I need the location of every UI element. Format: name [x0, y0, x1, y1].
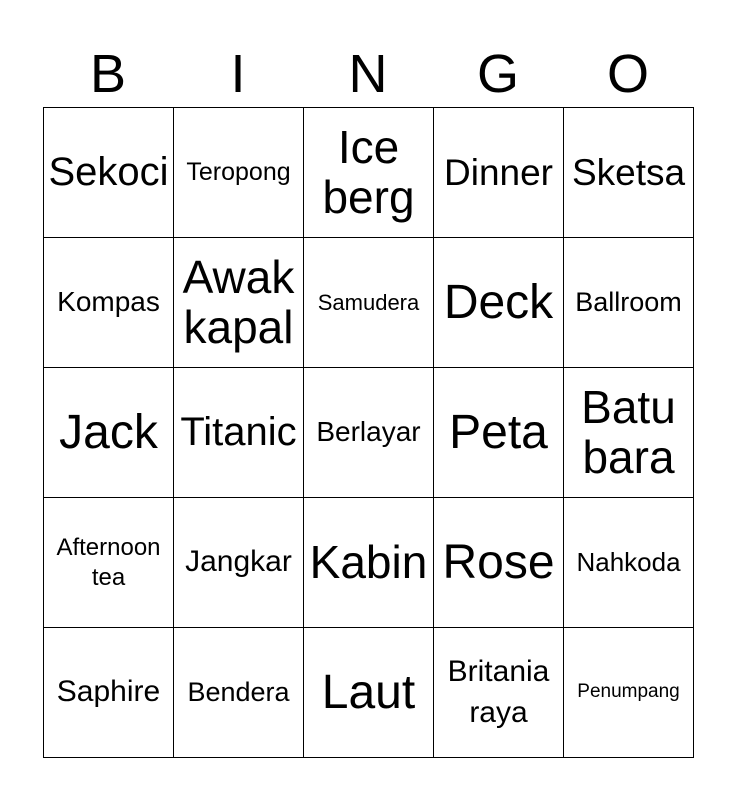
cell-text: Batu bara	[581, 380, 676, 483]
cell-text: Dinner	[444, 151, 553, 193]
bingo-cell	[44, 628, 174, 758]
cell-text: Afternoon tea	[56, 533, 161, 591]
bingo-cell	[434, 498, 564, 628]
cell-text: Samudera	[317, 289, 420, 315]
bingo-cell	[564, 498, 694, 628]
header-letter-o: O	[606, 44, 649, 104]
bingo-cell	[174, 368, 304, 498]
bingo-cell	[434, 238, 564, 368]
bingo-row	[44, 628, 694, 758]
cell-text: Penumpang	[577, 681, 680, 703]
bingo-cell	[564, 238, 694, 368]
bingo-row	[44, 498, 694, 628]
cell-text: Rose	[442, 535, 555, 589]
cell-text: Deck	[443, 275, 554, 329]
bingo-row	[44, 238, 694, 368]
cell-text: Ice berg	[322, 120, 415, 223]
cell-text: Ballroom	[575, 286, 682, 317]
header-letter-b: B	[89, 44, 127, 104]
bingo-cell	[434, 108, 564, 238]
cell-text: Sekoci	[48, 149, 169, 194]
cell-text: Britania raya	[447, 655, 550, 729]
bingo-cell	[174, 238, 304, 368]
cell-text: Jangkar	[185, 545, 292, 579]
bingo-cell	[304, 238, 434, 368]
cell-text: Berlayar	[316, 416, 421, 448]
bingo-cell	[434, 368, 564, 498]
cell-text: Jack	[59, 405, 158, 459]
bingo-cell	[174, 628, 304, 758]
bingo-row	[44, 108, 694, 238]
bingo-header	[43, 40, 693, 108]
cell-text: Bendera	[187, 676, 290, 707]
bingo-cell	[304, 368, 434, 498]
header-letter-g: G	[476, 44, 519, 104]
cell-text: Teropong	[186, 158, 291, 186]
bingo-cell	[304, 108, 434, 238]
header-letter-n: N	[348, 44, 388, 104]
bingo-cell	[44, 368, 174, 498]
cell-text: Awak kapal	[182, 250, 295, 353]
bingo-card	[43, 107, 694, 758]
bingo-cell	[174, 498, 304, 628]
cell-text: Nahkoda	[576, 547, 681, 578]
bingo-cell	[174, 108, 304, 238]
cell-text: Laut	[321, 665, 416, 719]
bingo-cell	[304, 628, 434, 758]
bingo-cell	[564, 108, 694, 238]
bingo-cell	[44, 498, 174, 628]
cell-text: Kompas	[57, 286, 160, 318]
header-letter-i: I	[230, 44, 246, 104]
bingo-row	[44, 368, 694, 498]
cell-text: Peta	[449, 405, 548, 459]
cell-text: Kabin	[309, 535, 428, 588]
bingo-cell	[434, 628, 564, 758]
cell-text: Saphire	[56, 675, 161, 709]
bingo-cell	[564, 368, 694, 498]
bingo-cell	[564, 628, 694, 758]
bingo-cell	[44, 238, 174, 368]
bingo-cell	[304, 498, 434, 628]
bingo-cell	[44, 108, 174, 238]
cell-text: Sketsa	[571, 151, 686, 193]
cell-text: Titanic	[180, 409, 297, 454]
